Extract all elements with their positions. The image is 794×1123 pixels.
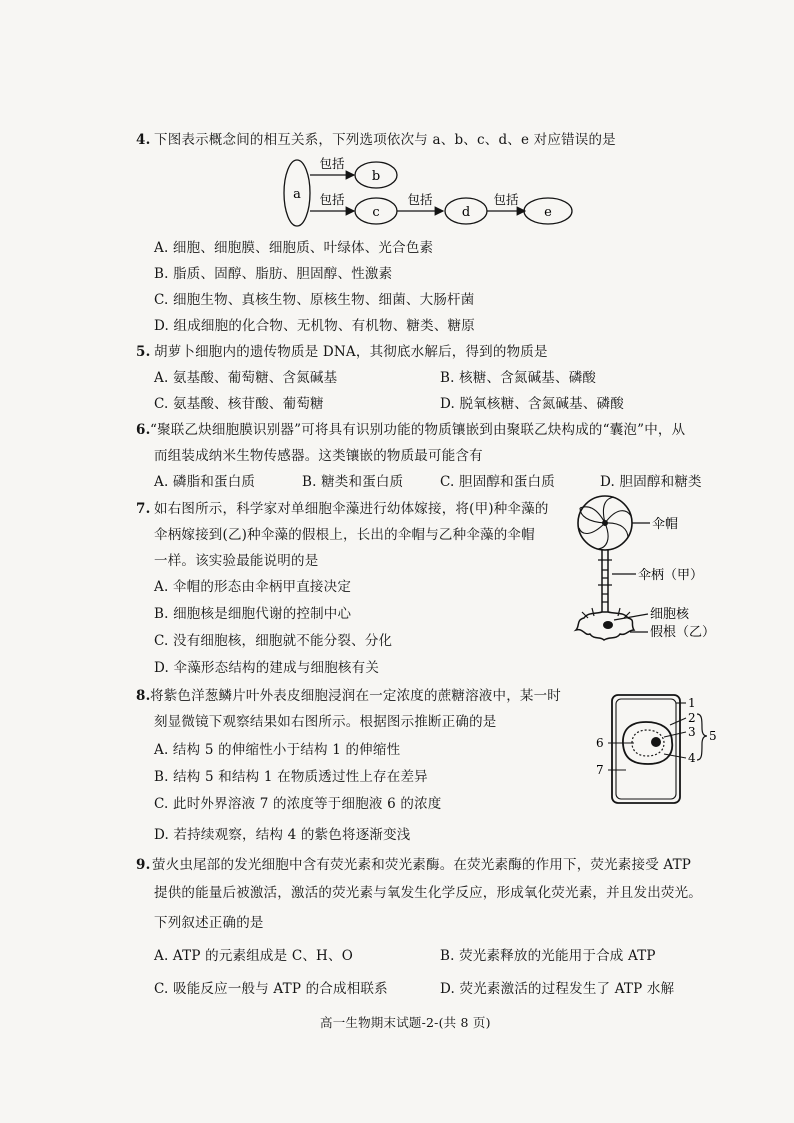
q4-concept-diagram [280,150,580,235]
q5-option-d: D. 脱氧核糖、含氮碱基、磷酸 [440,396,624,412]
q7-stem-line2: 伞柄嫁接到(乙)种伞藻的假根上，长出的伞帽与乙种伞藻的伞帽 [154,527,535,543]
q7-option-a: A. 伞帽的形态由伞柄甲直接决定 [154,579,352,595]
q8-option-d: D. 若持续观察，结构 4 的紫色将逐渐变浅 [154,827,411,843]
q4-option-a: A. 细胞、细胞膜、细胞质、叶绿体、光合色素 [154,240,434,256]
q8-label-1: 1 [688,696,696,710]
q4-edge-a-c-label: 包括 [319,192,345,207]
q9-option-a: A. ATP 的元素组成是 C、H、O [154,948,353,964]
q6-option-c: C. 胆固醇和蛋白质 [440,474,555,490]
q5-number: 5. [136,344,151,360]
q8-label-6: 6 [596,736,604,750]
q8-option-a: A. 结构 5 的伸缩性小于结构 1 的伸缩性 [154,742,401,758]
q5-option-c: C. 氨基酸、核苷酸、葡萄糖 [154,396,324,412]
q8-leader-3 [664,732,686,737]
q8-label-7: 7 [596,763,604,777]
q8-number: 8. [136,688,151,704]
q6-number: 6. [136,422,151,438]
page-footer: 高一生物期末试题-2-(共 8 页) [320,1015,491,1030]
q8-brace-5 [697,714,707,760]
q7-label-rhizoid: 假根（乙） [650,625,716,640]
q6-option-a: A. 磷脂和蛋白质 [154,474,256,490]
q7-nucleus [603,621,613,629]
q9-option-c: C. 吸能反应一般与 ATP 的合成相联系 [154,981,388,997]
q4-edge-d-e-label: 包括 [493,192,519,207]
q7-rhizoid-roots [582,608,630,618]
q9-number: 9. [136,857,151,873]
q4-edge-c-d-label: 包括 [407,192,433,207]
q6-option-d: D. 胆固醇和糖类 [600,474,702,490]
q8-label-3: 3 [688,725,696,739]
q8-leader-2 [670,718,686,725]
q8-cell-wall-outer [612,695,680,803]
q6-option-b: B. 糖类和蛋白质 [302,474,404,490]
q4-stem: 下图表示概念间的相互关系，下列选项依次与 a、b、c、d、e 对应错误的是 [154,132,616,148]
q8-option-c: C. 此时外界溶液 7 的浓度等于细胞液 6 的浓度 [154,796,442,812]
q9-option-b: B. 荧光素释放的光能用于合成 ATP [440,948,656,964]
q7-stem-line3: 一样。该实验最能说明的是 [154,553,319,569]
q8-option-b: B. 结构 5 和结构 1 在物质透过性上存在差异 [154,769,428,785]
q8-label-5: 5 [709,729,717,743]
q8-nucleus [651,737,661,747]
q4-node-c-label: c [372,205,380,220]
q4-node-b-label: b [371,169,381,184]
q9-option-d: D. 荧光素激活的过程发生了 ATP 水解 [440,981,675,997]
q7-stem-line1: 如右图所示，科学家对单细胞伞藻进行幼体嫁接，将(甲)种伞藻的 [154,501,549,517]
q7-option-d: D. 伞藻形态结构的建成与细胞核有关 [154,660,380,676]
q7-number: 7. [136,501,151,517]
q8-label-2: 2 [688,711,696,725]
q8-label-4: 4 [688,751,696,765]
q6-stem-line2: 而组装成纳米生物传感器。这类镶嵌的物质最可能含有 [154,448,483,464]
q7-option-b: B. 细胞核是细胞代谢的控制中心 [154,606,352,622]
q5-option-b: B. 核糖、含氮碱基、磷酸 [440,370,597,386]
q7-label-stalk: 伞柄（甲） [638,568,704,583]
q8-stem-line2: 刻显微镜下观察结果如右图所示。根据图示推断正确的是 [154,714,497,730]
q4-option-d: D. 组成细胞的化合物、无机物、有机物、糖类、糖原 [154,318,475,334]
q5-stem: 胡萝卜细胞内的遗传物质是 DNA，其彻底水解后，得到的物质是 [154,344,548,360]
q9-stem-line1: 萤火虫尾部的发光细胞中含有荧光素和荧光素酶。在荧光素酶的作用下，荧光素接受 ATP [152,857,692,873]
q4-node-d-label: d [461,205,471,220]
q9-stem-line3: 下列叙述正确的是 [154,915,264,931]
q7-option-c: C. 没有细胞核，细胞就不能分裂、分化 [154,633,393,649]
q4-option-b: B. 脂质、固醇、脂肪、胆固醇、性激素 [154,266,393,282]
q7-label-nucleus: 细胞核 [650,607,690,622]
q4-option-c: C. 细胞生物、真核生物、原核生物、细菌、大肠杆菌 [154,292,475,308]
q7-acetabularia-figure [570,490,720,650]
q8-stem-line1: 将紫色洋葱鳞片叶外表皮细胞浸润在一定浓度的蔗糖溶液中，某一时 [150,688,561,704]
q9-stem-line2: 提供的能量后被激活，激活的荧光素与氧发生化学反应，形成氧化荧光素，并且发出荧光。 [154,885,702,901]
q8-cell-wall-inner [616,699,676,799]
q4-node-e-label: e [544,205,552,220]
q6-stem-line1: “聚联乙炔细胞膜识别器”可将具有识别功能的物质镶嵌到由聚联乙炔构成的“囊泡”中，从 [150,422,686,438]
q7-cap-center [602,520,608,526]
q5-option-a: A. 氨基酸、葡萄糖、含氮碱基 [154,370,338,386]
q7-label-cap: 伞帽 [652,517,679,532]
q4-node-a-label: a [293,187,301,202]
q7-stalk-graft-marks [598,560,612,602]
q8-plasmolysis-figure [560,692,720,812]
q4-edge-a-b-label: 包括 [319,156,345,171]
q4-number: 4. [136,132,151,148]
